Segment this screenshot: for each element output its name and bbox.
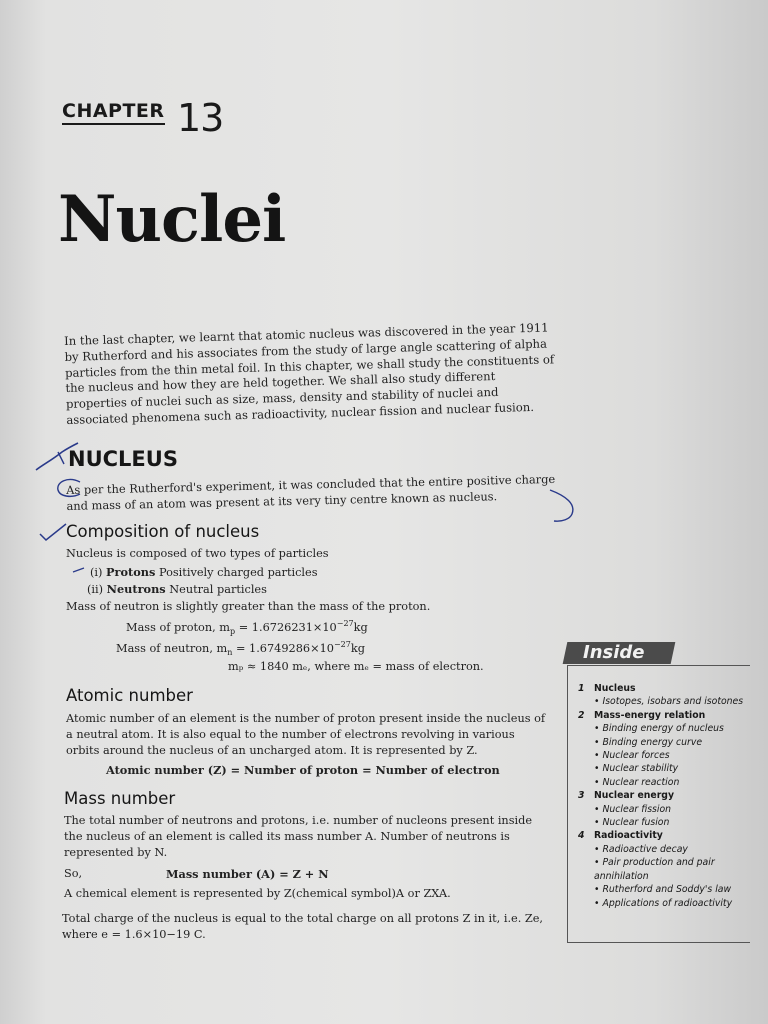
- inside-section-title: Mass-energy relation: [594, 709, 706, 721]
- inside-section-number: 2: [578, 709, 585, 721]
- inside-contents-list: [578, 682, 754, 910]
- inside-subtopic: • Nuclear fission: [578, 803, 754, 816]
- heading-atomic-number: Atomic number: [66, 686, 193, 705]
- composition-intro: Nucleus is composed of two types of particles: [66, 547, 329, 560]
- eq-value: = 1.6726231×10: [238, 620, 337, 634]
- equation-proton-mass: [126, 619, 368, 636]
- inside-section-number: 1: [578, 683, 585, 694]
- eq-exponent: −27: [336, 619, 354, 628]
- inside-subtopic: • Isotopes, isobars and isotones: [578, 695, 754, 708]
- heading-composition: Composition of nucleus: [66, 522, 260, 541]
- inside-section-number: 3: [578, 790, 585, 802]
- eq-subscript: n: [227, 648, 233, 658]
- item-name: Neutrons: [106, 582, 166, 596]
- inside-section: [578, 682, 754, 695]
- inside-subtopic: • Nuclear reaction: [578, 776, 754, 789]
- item-name: Protons: [106, 565, 156, 579]
- list-item-neutrons: [87, 581, 267, 598]
- eq-unit: kg: [350, 641, 365, 655]
- pen-dash-mark: [72, 566, 86, 574]
- atomic-number-text: Atomic number of an element is the number of proton present inside the nucleus of a neutral atom. It is also equal to the number of electrons revolving in various orbits around the nucleus of an uncharged atom. It is represented by Z.: [66, 712, 546, 757]
- nuclear-charge-line: Total charge of the nucleus is equal to the total charge on all protons Z in it, i.e. Ze, where e = 1.6×10−19 C.: [62, 912, 544, 941]
- list-item-protons: [90, 564, 318, 581]
- chapter-label: CHAPTER: [62, 100, 165, 125]
- item-description: Neutral particles: [169, 583, 267, 596]
- inside-subtopic: • Binding energy of nucleus: [578, 722, 754, 735]
- eq-unit: kg: [353, 620, 368, 634]
- pen-check-mark: [38, 522, 68, 542]
- mass-number-text: The total number of neutrons and protons, i.e. number of nucleons present inside the nucleus of an element is called its mass number A. Number of neutrons is represented by N.: [64, 814, 533, 859]
- item-description: Positively charged particles: [158, 566, 318, 579]
- inside-subtopic: • Nuclear forces: [578, 749, 754, 762]
- intro-paragraph: In the last chapter, we learnt that atomic nucleus was discovered in the year 1911 by Rutherford and his associates from the study of large angle scattering of alpha particles from the thin metal foil. In this chapter, we shall study the constituents of the nucleus and how they are held together. We shall also study different properties of nuclei such as size, mass, density and stability of nuclei and associated phenomena such as radioactivity, nuclear fission and nuclear fusion.: [64, 320, 555, 427]
- inside-subtopic: • Pair production and pair annihilation: [578, 856, 754, 883]
- equation-mass-ratio: mₚ ≈ 1840 mₑ, where mₑ = mass of electron.: [228, 660, 484, 673]
- eq-exponent: −27: [333, 640, 351, 649]
- eq-label: Mass of proton, m: [126, 620, 231, 634]
- inside-label: Inside: [583, 642, 645, 663]
- eq-subscript: p: [230, 627, 236, 637]
- nucleus-definition: As per the Rutherford's experiment, it was concluded that the entire positive charge and mass of an atom was present at its very tiny centre known as nucleus.: [66, 471, 556, 513]
- item-number: (i): [90, 566, 103, 579]
- inside-section: [578, 789, 754, 802]
- inside-subtopic: • Applications of radioactivity: [578, 897, 754, 910]
- inside-section: [578, 829, 754, 842]
- heading-mass-number: Mass number: [64, 789, 176, 808]
- inside-section-title: Nuclear energy: [594, 790, 675, 802]
- inside-section-title: Radioactivity: [594, 830, 663, 842]
- item-number: (ii): [87, 583, 104, 596]
- chemical-symbol-line: A chemical element is represented by Z(chemical symbol)A or ZXA.: [64, 887, 451, 900]
- inside-subtopic: • Nuclear fusion: [578, 816, 754, 829]
- inside-section-title: Nucleus: [594, 683, 636, 694]
- eq-value: = 1.6749286×10: [235, 641, 334, 655]
- inside-subtopic: • Radioactive decay: [578, 843, 754, 856]
- section-heading-nucleus: NUCLEUS: [68, 447, 178, 471]
- mass-number-formula: Mass number (A) = Z + N: [166, 867, 329, 881]
- mass-note: Mass of neutron is slightly greater than the mass of the proton.: [66, 600, 431, 613]
- inside-subtopic: • Nuclear stability: [578, 762, 754, 775]
- chapter-number: 13: [177, 96, 224, 140]
- inside-section: [578, 709, 754, 722]
- equation-neutron-mass: [116, 640, 365, 657]
- inside-section-number: 4: [578, 830, 585, 842]
- so-label: So,: [64, 867, 83, 880]
- inside-subtopic: • Binding energy curve: [578, 736, 754, 749]
- pen-bracket-mark: [548, 488, 578, 524]
- chapter-title: Nuclei: [58, 182, 286, 257]
- inside-subtopic: • Rutherford and Soddy's law: [578, 883, 754, 896]
- eq-label: Mass of neutron, m: [116, 641, 228, 655]
- atomic-number-formula: Atomic number (Z) = Number of proton = Number of electron: [106, 763, 500, 777]
